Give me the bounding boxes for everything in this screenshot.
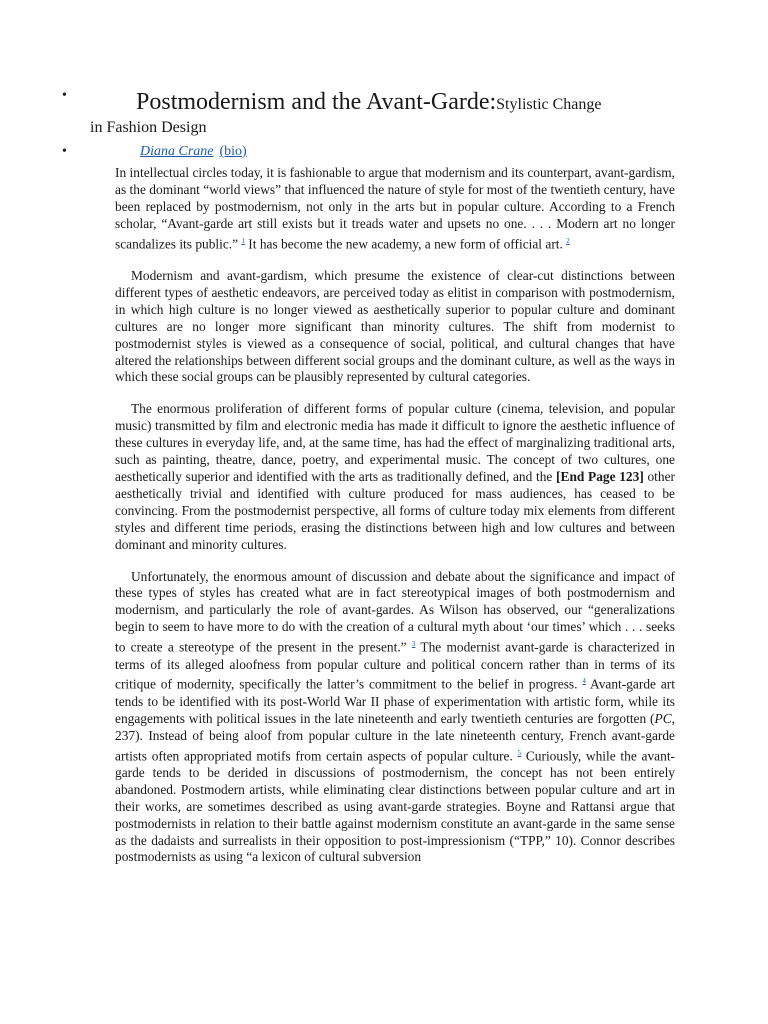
title-bullet-row	[62, 86, 702, 138]
page-marker: [End Page 123]	[556, 468, 644, 484]
article-title: Postmodernism and the Avant-Garde:	[136, 89, 497, 115]
bio-link[interactable]: (bio)	[219, 144, 247, 159]
author-bullet-row	[62, 142, 702, 162]
paragraph-2: Modernism and avant-gardism, which presume the existence of clear-cut distinctions between different types of aesthetic endeavors, are perceived today as elitist in comparison with postmodernism, in which high culture is no longer viewed as aesthetically superior to popular culture and dominant cultures are no longer more significant than minority cultures. The shift from modernist to postmodernist styles is viewed as a consequence of social, political, and cultural changes that have altered the relationships between different social groups and the dominant culture, as well as the ways in which these social groups can be plausibly represented by cultural categories.	[115, 268, 675, 385]
paragraph-4: Unfortunately, the enormous amount of discussion and debate about the significance and impact of these types of styles has created what are in fact stereotypical images of both postmodernism and modernism, and particularly the role of avant-gardes. As Wilson has observed, our “generalizations begin to seem to have more to do with the creation of a cultural myth about ‘our times’ which . . . seeks to create a stereotype of the present in the present.” $^3$ The modernist avant-garde is characterized in terms of its alleged aloofness from popular culture and political concern rather than in terms of its critique of modernity, specifically the latter’s commitment to the belief in progress. $^4$ Avant-garde art tends to be identified with its post-World War II phase of experimentation with artistic form, while its engagements with political issues in the late nineteenth and early twentieth centuries are forgotten (PC, 237). Instead of being aloof from popular culture in the late nineteenth century, French avant-garde artists often appropriated motifs from certain aspects of popular culture. $^5$ Curiously, while the avant-garde tends to be derided in discussions of postmodernism, the concept has not been entirely abandoned. Postmodern artists, while eliminating clear distinctions between popular culture and art in their works, are sometimes described as using avant-garde strategies. Boyne and Rattansi argue that postmodernists in relation to their battle against modernism constitute an avant-garde in the same sense as the dadaists and surrealists in their opposition to post-impressionism (“TPP,” 10). Connor describes postmodernists as using “a lexicon of cultural subversion	[115, 568, 675, 865]
author-link[interactable]: Diana Crane	[140, 144, 214, 159]
article-body	[115, 165, 675, 881]
article-header	[62, 86, 702, 162]
footnote-link-5[interactable]: 5	[517, 748, 522, 757]
article-subtitle-continued: in Fashion Design	[90, 119, 207, 136]
footnote-link-1[interactable]: 1	[241, 236, 245, 245]
bullet-icon: •	[62, 144, 67, 159]
bullet-icon: •	[62, 88, 67, 103]
footnote-link-2[interactable]: 2	[566, 236, 570, 245]
paragraph-1: In intellectual circles today, it is fashionable to argue that modernism and its counterpart, avant-gardism, as the dominant “world views” that influenced the nature of style for most of the twentieth century, have been replaced by postmodernism, not only in the arts but in popular culture. According to a French scholar, “Avant-garde art still exists but it treads water and upsets no one. . . . Modern art no longer scandalizes its public.” $^1$ It has become the new academy, a new form of official art. $^2$	[115, 165, 675, 252]
citation-pc: PC	[654, 710, 672, 726]
article-subtitle: Stylistic Change	[496, 96, 602, 113]
footnote-link-4[interactable]: 4	[582, 677, 586, 686]
footnote-link-3[interactable]: 3	[411, 640, 416, 649]
paragraph-3: The enormous proliferation of different forms of popular culture (cinema, television, and popular music) transmitted by film and electronic media has made it difficult to ignore the aesthetic influence of these cultures in everyday life, and, at the same time, has had the effect of marginalizing traditional arts, such as painting, theatre, dance, poetry, and experimental music. The concept of two cultures, one aesthetically superior and identified with the arts as traditionally defined, and the [End Page 123] other aesthetically trivial and identified with culture produced for mass audiences, has ceased to be convincing. From the postmodernist perspective, all forms of culture today mix elements from different styles and different time periods, erasing the distinctions between high and low cultures and between dominant and minority cultures.	[115, 401, 675, 552]
